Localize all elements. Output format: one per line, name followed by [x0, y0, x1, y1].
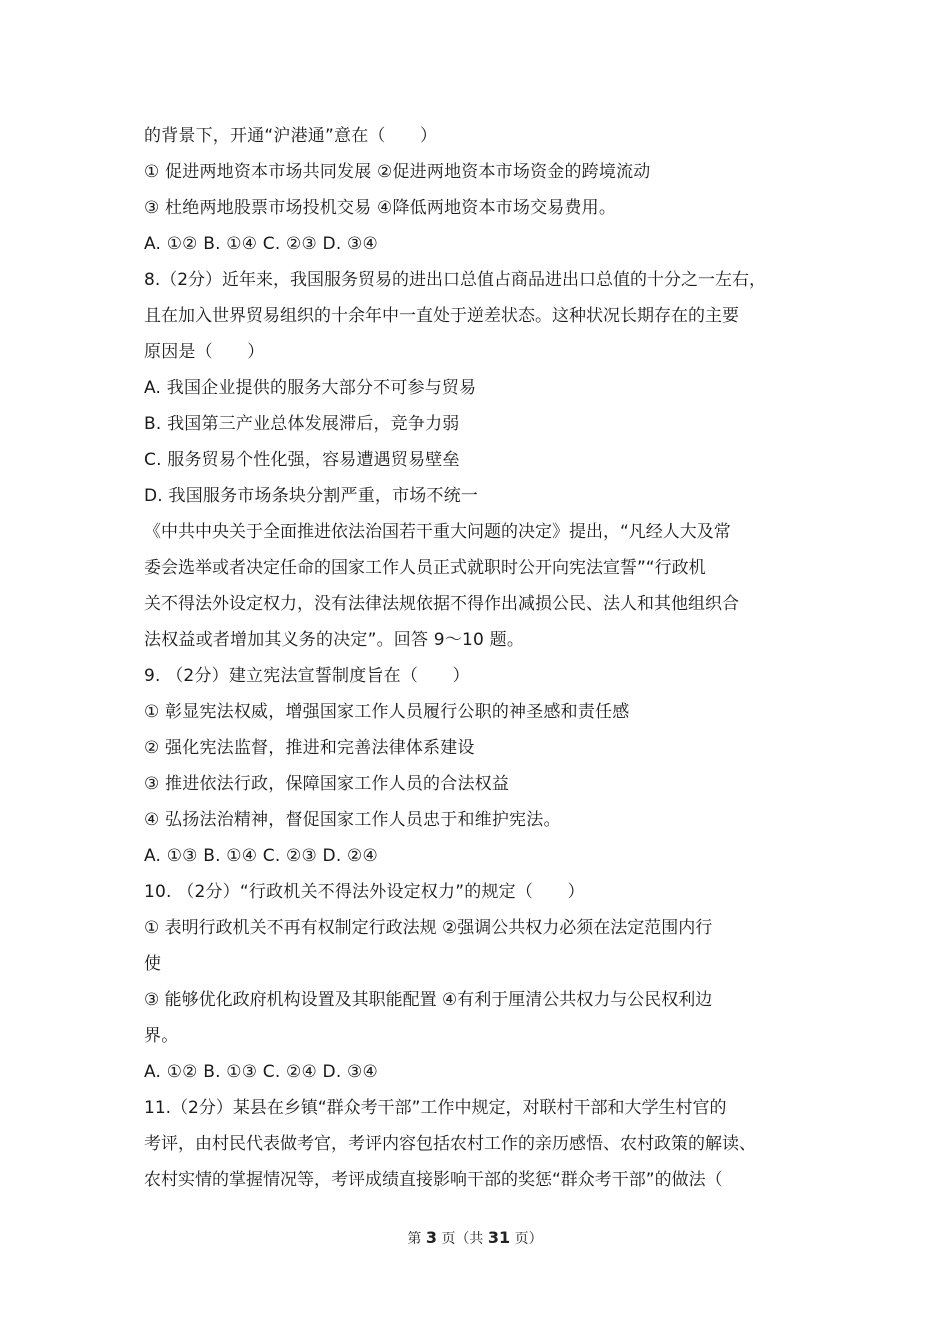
text-line: ③ 能够优化政府机构设置及其职能配置 ④有利于厘清公共权力与公民权利边	[144, 990, 713, 1010]
answer-options: A. ①② B. ①④ C. ②③ D. ③④	[144, 234, 378, 254]
answer-options: A. ①② B. ①③ C. ②④ D. ③④	[144, 1062, 378, 1082]
answer-options: A. ①③ B. ①④ C. ②③ D. ②④	[144, 846, 378, 866]
text-line: 农村实情的掌握情况等，考评成绩直接影响干部的奖惩“群众考干部”的做法（	[144, 1170, 723, 1190]
text-line: 界。	[144, 1026, 179, 1046]
footer-prefix: 第	[407, 1231, 422, 1247]
question-9-stem: 9. （2分）建立宪法宣誓制度旨在（ ）	[144, 666, 470, 686]
text-line: ① 彰显宪法权威，增强国家工作人员履行公职的神圣感和责任感	[144, 702, 630, 722]
question-8-stem: 8.（2分）近年来，我国服务贸易的进出口总值占商品进出口总值的十分之一左右，	[144, 270, 767, 290]
material-text: 委会选举或者决定任命的国家工作人员正式就职时公开向宪法宣誓”“行政机	[144, 558, 706, 578]
footer-middle: 页（共	[441, 1231, 484, 1247]
option-c: C. 服务贸易个性化强，容易遭遇贸易壁垒	[144, 450, 460, 470]
total-pages: 31	[487, 1228, 511, 1247]
material-text: 《中共中央关于全面推进依法治国若干重大问题的决定》提出，“凡经人大及常	[144, 522, 731, 542]
page-footer	[0, 1228, 950, 1249]
option-b: B. 我国第三产业总体发展滞后，竞争力弱	[144, 414, 460, 434]
question-11-stem: 11.（2分）某县在乡镇“群众考干部”工作中规定，对联村干部和大学生村官的	[144, 1098, 727, 1118]
material-text: 关不得法外设定权力，没有法律法规依据不得作出减损公民、法人和其他组织合	[144, 594, 739, 614]
page-content	[144, 118, 812, 1198]
text-line: ③ 推进依法行政，保障国家工作人员的合法权益	[144, 774, 510, 794]
text-line: ③ 杜绝两地股票市场投机交易 ④降低两地资本市场交易费用。	[144, 198, 617, 218]
page-number: 3	[425, 1228, 437, 1247]
option-a: A. 我国企业提供的服务大部分不可参与贸易	[144, 378, 477, 398]
text-line: ① 促进两地资本市场共同发展 ②促进两地资本市场资金的跨境流动	[144, 162, 651, 182]
text-line: ① 表明行政机关不再有权制定行政法规 ②强调公共权力必须在法定范围内行	[144, 918, 713, 938]
text-line: ④ 弘扬法治精神，督促国家工作人员忠于和维护宪法。	[144, 810, 561, 830]
text-line: 使	[144, 954, 162, 974]
footer-suffix: 页）	[514, 1231, 543, 1247]
option-d: D. 我国服务市场条块分割严重，市场不统一	[144, 486, 479, 506]
text-line: 考评，由村民代表做考官，考评内容包括农村工作的亲历感悟、农村政策的解读、	[144, 1134, 756, 1154]
text-line: ② 强化宪法监督，推进和完善法律体系建设	[144, 738, 475, 758]
text-line: 原因是（ ）	[144, 342, 265, 362]
text-line: 且在加入世界贸易组织的十余年中一直处于逆差状态。这种状况长期存在的主要	[144, 306, 739, 326]
material-text: 法权益或者增加其义务的决定”。回答 9～10 题。	[144, 630, 525, 650]
text-line: 的背景下，开通“沪港通”意在（ ）	[144, 126, 438, 146]
question-10-stem: 10. （2分）“行政机关不得法外设定权力”的规定（ ）	[144, 882, 585, 902]
